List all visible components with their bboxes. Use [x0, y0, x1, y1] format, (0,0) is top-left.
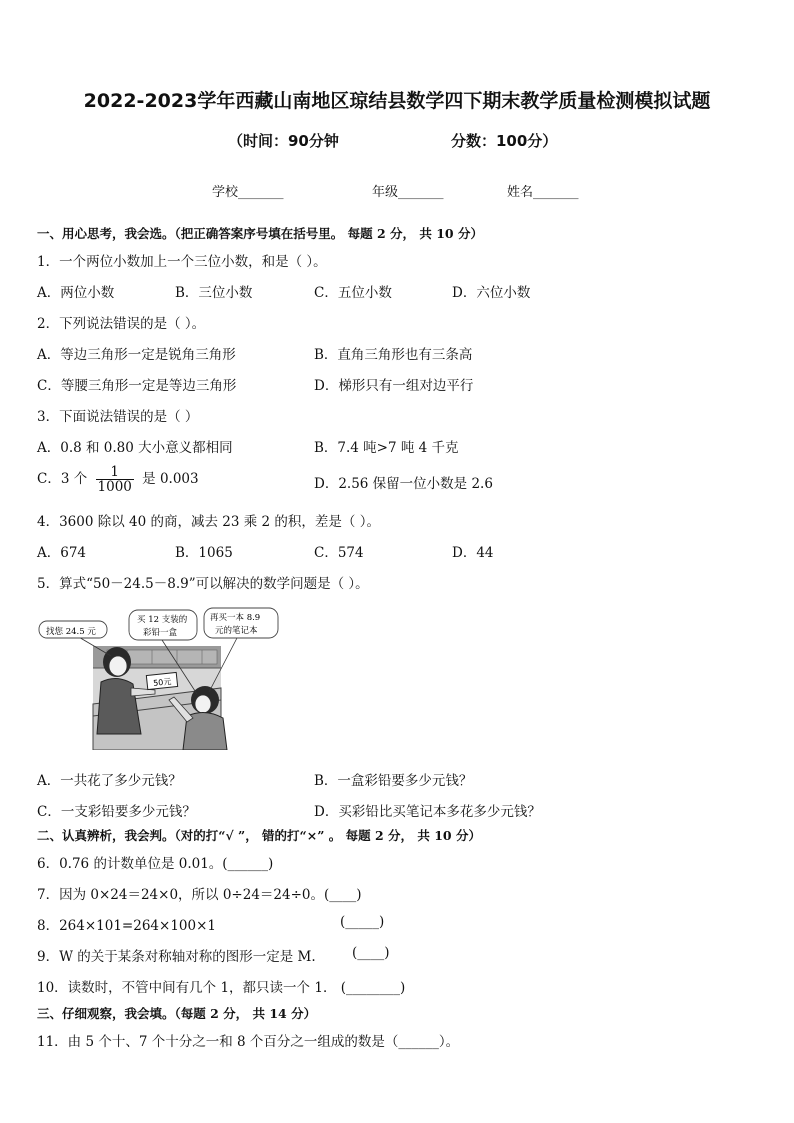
q5-option-a[interactable]: A．一共花了多少元钱？	[37, 773, 182, 789]
cashier-face	[109, 656, 127, 676]
bubble-pencils-line2: 彩铅一盒	[143, 628, 178, 638]
school-field[interactable]: 学校_______	[212, 185, 284, 200]
q1-option-b[interactable]: B．三位小数	[175, 285, 253, 301]
section-3-heading: 三、仔细观察，我会填。（每题 2 分， 共 14 分）	[37, 1006, 317, 1021]
q4-option-a[interactable]: A．674	[37, 545, 87, 561]
q7-text[interactable]: 7．因为 0×24＝24×0，所以 0÷24＝24÷0。(____)	[37, 887, 362, 903]
exam-time: （时间：90分钟	[228, 132, 339, 150]
q3-stem: 3．下面说法错误的是（ ）	[37, 409, 199, 425]
q5-option-d[interactable]: D．买彩铅比买笔记本多花多少元钱？	[314, 804, 541, 820]
q11-text[interactable]: 11．由 5 个十、7 个十分之一和 8 个百分之一组成的数是（______）。	[37, 1034, 460, 1050]
q3-option-b[interactable]: B．7.4 吨>7 吨 4 千克	[314, 440, 459, 456]
q4-option-d[interactable]: D．44	[452, 545, 494, 561]
exam-score: 分数：100分）	[451, 132, 558, 150]
q8-text: 8．264×101=264×100×1	[37, 918, 216, 934]
money-label: 50元	[152, 677, 172, 688]
fraction	[96, 465, 134, 494]
q4-stem: 4．3600 除以 40 的商，减去 23 乘 2 的积，差是（ ）。	[37, 514, 380, 530]
grade-field[interactable]: 年级_______	[372, 185, 444, 200]
shopping-illustration	[37, 604, 281, 750]
fraction-denominator: 1000	[97, 479, 132, 496]
q3-option-c-prefix: C．3 个	[37, 471, 88, 488]
q3-option-a[interactable]: A．0.8 和 0.80 大小意义都相同	[37, 440, 233, 456]
q1-stem: 1．一个两位小数加上一个三位小数，和是（ ）。	[37, 254, 327, 270]
q1-option-a[interactable]: A．两位小数	[37, 285, 115, 301]
q5-option-b[interactable]: B．一盒彩铅要多少元钱？	[314, 773, 473, 789]
q2-option-a[interactable]: A．等边三角形一定是锐角三角形	[37, 347, 236, 363]
bubble-pencils-line1: 买 12 支装的	[137, 615, 188, 625]
bubble-notebook-line1: 再买一本 8.9	[210, 613, 261, 623]
q9-text: 9．W 的关于某条对称轴对称的图形一定是 M.	[37, 949, 316, 965]
q2-stem: 2．下列说法错误的是（ ）。	[37, 316, 206, 332]
q3-option-c[interactable]	[37, 465, 199, 494]
q8-answer-blank[interactable]: (_____)	[340, 914, 385, 930]
bubble-notebook-line2: 元的笔记本	[215, 626, 258, 636]
q3-option-c-suffix: 是 0.003	[142, 471, 199, 488]
q4-option-c[interactable]: C．574	[314, 545, 364, 561]
page-title: 2022-2023学年西藏山南地区琼结县数学四下期末教学质量检测模拟试题	[83, 90, 711, 112]
section-2-heading: 二、认真辨析，我会判。（对的打“√ ”， 错的打“×” 。 每题 2 分， 共 10 分）	[37, 828, 481, 843]
q1-option-c[interactable]: C．五位小数	[314, 285, 392, 301]
q10-text[interactable]: 10．读数时，不管中间有几个 1，都只读一个 1． (________)	[37, 980, 406, 996]
q2-option-d[interactable]: D．梯形只有一组对边平行	[314, 378, 474, 394]
q5-stem: 5．算式“50－24.5－8.9”可以解决的数学问题是（ ）。	[37, 576, 369, 592]
q5-option-c[interactable]: C．一支彩铅要多少元钱？	[37, 804, 196, 820]
q9-answer-blank[interactable]: (____)	[352, 945, 390, 961]
fraction-numerator: 1	[96, 465, 134, 480]
q1-option-d[interactable]: D．六位小数	[452, 285, 531, 301]
q2-option-c[interactable]: C．等腰三角形一定是等边三角形	[37, 378, 237, 394]
name-field[interactable]: 姓名_______	[507, 185, 579, 200]
girl-face	[195, 695, 211, 713]
q6-text[interactable]: 6．0.76 的计数单位是 0.01。(______)	[37, 856, 274, 872]
q4-option-b[interactable]: B．1065	[175, 545, 233, 561]
q2-option-b[interactable]: B．直角三角形也有三条高	[314, 347, 473, 363]
bubble-change-text: 找您 24.5 元	[46, 627, 96, 637]
section-1-heading: 一、用心思考，我会选。（把正确答案序号填在括号里。 每题 2 分， 共 10 分）	[37, 226, 483, 241]
q3-option-d[interactable]: D．2.56 保留一位小数是 2.6	[314, 476, 493, 492]
